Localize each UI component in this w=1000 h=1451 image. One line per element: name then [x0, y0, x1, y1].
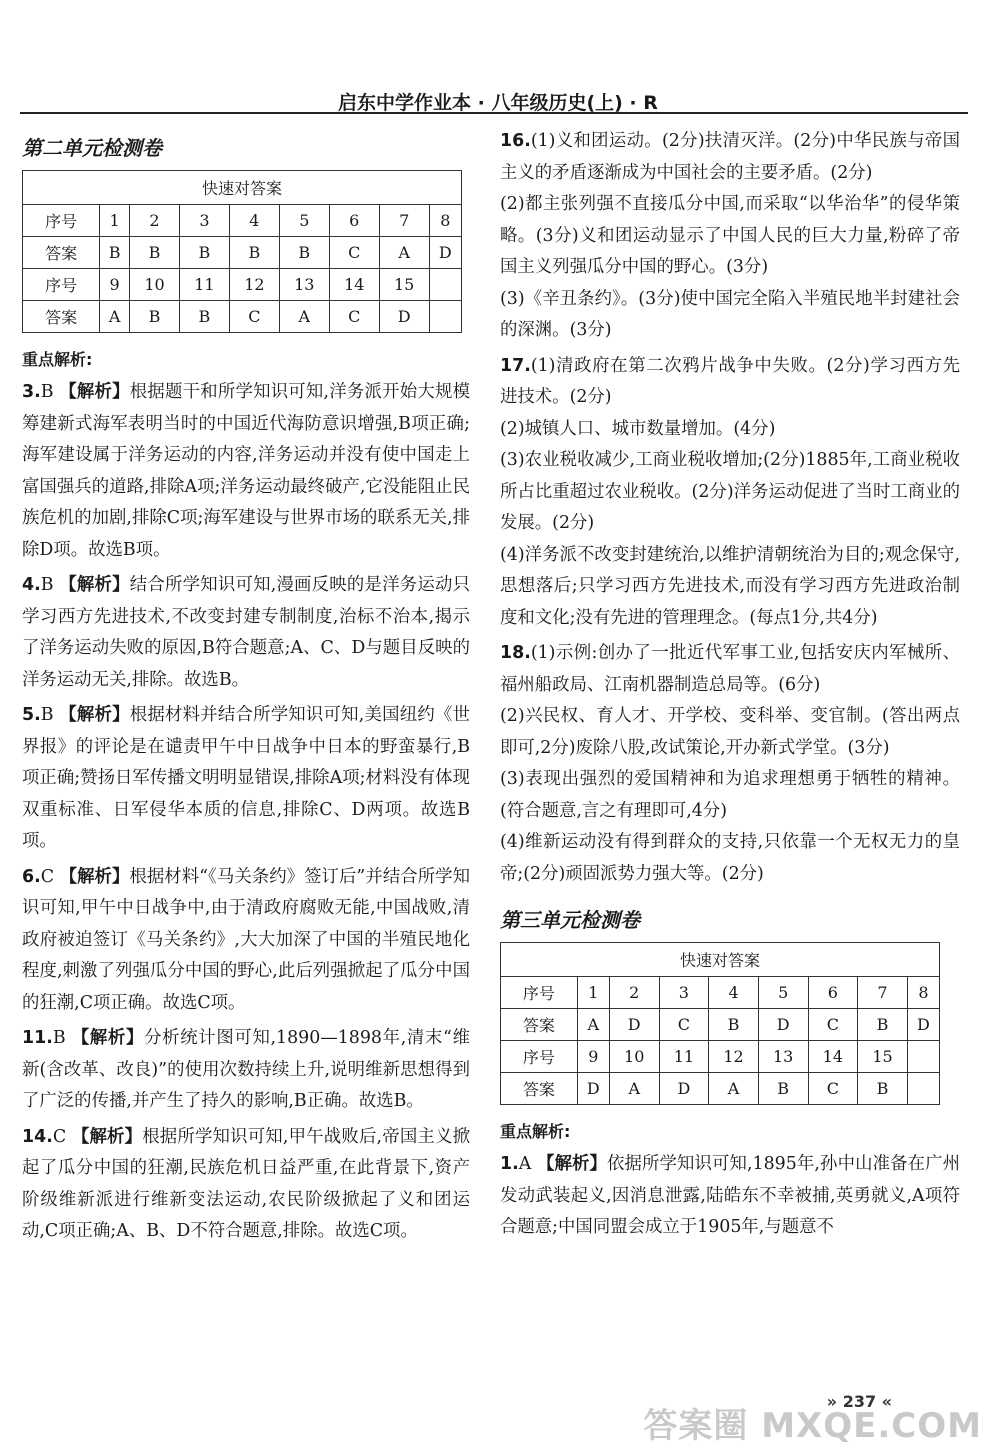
table-row	[23, 205, 462, 237]
table-cell: D	[379, 301, 429, 333]
table-cell: 12	[229, 269, 279, 301]
table-cell: 13	[758, 1041, 808, 1073]
analysis-item	[22, 1023, 470, 1118]
item-paragraph: (4)洋务派不改变封建统治,以维护清朝统治为目的;观念保守,思想落后;只学习西方先进技术,而没有学习西方先进政治制度和文化;没有先进的管理理念。(每点1分,共4分)	[500, 544, 960, 628]
table-cell: B	[179, 237, 229, 269]
item-answer: A	[518, 1154, 532, 1174]
table-cell: D	[907, 1009, 939, 1041]
table-cell: 15	[858, 1041, 908, 1073]
table-cell	[429, 301, 461, 333]
item-number: 6.	[22, 866, 41, 887]
table-cell: 11	[659, 1041, 709, 1073]
table-cell: C	[229, 301, 279, 333]
item-tag: 【解析】	[59, 866, 130, 887]
table-cell: B	[179, 301, 229, 333]
item-answer: B	[40, 575, 54, 595]
table-cell: C	[329, 237, 379, 269]
table-cell: D	[429, 237, 461, 269]
analysis-item	[22, 862, 470, 1020]
table-cell: B	[279, 237, 329, 269]
item-tag: 【解析】	[59, 382, 130, 402]
row-label: 序号	[501, 977, 578, 1009]
table-cell: C	[659, 1009, 709, 1041]
item-text: 根据材料并结合所学知识可知,美国纽约《世界报》的评论是在谴责甲午中日战争中日本的野蛮暴行,B项正确;赞扬日军传播文明明显错误,排除A项;材料没有体现双重标准、日军侵华本质的信息,排除C、D两项。故选B项。	[22, 705, 471, 851]
row-label: 序号	[23, 269, 100, 301]
item-tag: 【解析】	[59, 705, 130, 725]
item-number: 4.	[22, 575, 41, 595]
header-title: 启东中学作业本 · 八年级历史(上) · R	[338, 92, 658, 114]
item-answer: B	[52, 1028, 66, 1048]
page-number: » 237 «	[826, 1392, 892, 1411]
row-label: 答案	[23, 237, 100, 269]
page-number-value: 237	[842, 1392, 877, 1411]
item-paragraph: (3)农业税收减少,工商业税收增加;(2分)1885年,工商业税收所占比重超过农业税收。(2分)洋务运动促进了当时工商业的发展。(2分)	[500, 450, 960, 533]
answer-item	[500, 351, 960, 635]
table-cell	[429, 269, 461, 301]
table-cell: C	[329, 301, 379, 333]
table-cell	[907, 1073, 939, 1105]
item-text: 分析统计图可知,1890—1898年,清末“维新(含改革、改良)”的使用次数持续上升,说明维新思想得到了广泛的传播,并产生了持久的影响,B正确。故选B。	[22, 1028, 470, 1111]
item-number: 1.	[500, 1154, 519, 1174]
table-cell: B	[130, 237, 180, 269]
table-row	[501, 1041, 940, 1073]
item-number: 5.	[22, 705, 41, 725]
table-cell: 8	[429, 205, 461, 237]
table-title: 快速对答案	[501, 943, 940, 977]
key-analysis-title: 重点解析:	[500, 1122, 571, 1141]
table-cell: 7	[858, 977, 908, 1009]
table-cell: 11	[179, 269, 229, 301]
table-cell	[907, 1041, 939, 1073]
item-paragraph: (1)清政府在第二次鸦片战争中失败。(2分)学习西方先进技术。(2分)	[500, 355, 960, 407]
item-answer: C	[52, 1126, 67, 1147]
table-cell: 13	[279, 269, 329, 301]
table-cell: D	[659, 1073, 709, 1105]
item-text: 结合所学知识可知,漫画反映的是洋务运动只学习西方先进技术,不改变封建专制制度,治标不治本,揭示了洋务运动失败的原因,B符合题意;A、C、D与题目反映的洋务运动无关,排除。故选B。	[22, 575, 471, 690]
table-cell: D	[609, 1009, 659, 1041]
table-cell: 12	[709, 1041, 759, 1073]
table-cell: 4	[709, 977, 759, 1009]
unit2-title: 第二单元检测卷	[22, 136, 162, 160]
analysis-item	[22, 700, 470, 858]
watermark: 答案圈 MXQE.COM	[643, 1406, 982, 1446]
answer-item	[500, 126, 960, 347]
table-cell: 6	[808, 977, 858, 1009]
analysis-item	[500, 1149, 960, 1244]
item-text: 根据题干和所学知识可知,洋务派开始大规模筹建新式海军表明当时的中国近代海防意识增强,B项正确;海军建设属于洋务运动的内容,洋务运动并没有使中国走上富国强兵的道路,排除A项;洋务运动最终破产,它没能阻止民族危机的加剧,排除C项;海军建设与世界市场的联系无关,排除D项。故选B项。	[22, 382, 471, 560]
analysis-item	[22, 377, 470, 566]
table-cell: C	[808, 1009, 858, 1041]
table-cell: B	[858, 1009, 908, 1041]
table-cell: B	[229, 237, 279, 269]
table-cell: B	[858, 1073, 908, 1105]
item-paragraph: (3)表现出强烈的爱国精神和为追求理想勇于牺牲的精神。(符合题意,言之有理即可,4分)	[500, 769, 960, 821]
item-paragraph: (2)城镇人口、城市数量增加。(4分)	[500, 418, 776, 439]
item-tag: 【解析】	[71, 1028, 145, 1048]
analysis-item	[22, 1122, 470, 1248]
table-cell: 5	[279, 205, 329, 237]
unit2-answer-table	[22, 170, 462, 333]
item-text: 依据所学知识可知,1895年,孙中山准备在广州发动武装起义,因消息泄露,陆皓东不幸被捕,英勇就义,A项符合题意;中国同盟会成立于1905年,与题意不	[500, 1154, 960, 1237]
table-cell: 14	[329, 269, 379, 301]
item-paragraph: (2)都主张列强不直接瓜分中国,而采取“以华治华”的侵华策略。(3分)义和团运动显示了中国人民的巨大力量,粉碎了帝国主义列强瓜分中国的野心。(3分)	[500, 194, 960, 277]
table-cell: 9	[100, 269, 130, 301]
table-cell: 4	[229, 205, 279, 237]
row-label: 序号	[501, 1041, 578, 1073]
table-cell: A	[577, 1009, 609, 1041]
item-number: 18.	[500, 643, 531, 663]
item-tag: 【解析】	[536, 1154, 607, 1174]
row-label: 答案	[23, 301, 100, 333]
analysis-item	[22, 570, 470, 696]
item-tag: 【解析】	[59, 575, 130, 595]
table-cell: D	[758, 1009, 808, 1041]
item-paragraph: (1)示例:创办了一批近代军事工业,包括安庆内军械所、福州船政局、江南机器制造总局等。(6分)	[500, 643, 960, 695]
table-cell: 1	[577, 977, 609, 1009]
table-cell: 8	[907, 977, 939, 1009]
item-answer: C	[40, 866, 55, 887]
table-cell: B	[758, 1073, 808, 1105]
item-number: 14.	[22, 1126, 53, 1147]
table-cell: 3	[179, 205, 229, 237]
item-paragraph: (3)《辛丑条约》。(3分)使中国完全陷入半殖民地半封建社会的深渊。(3分)	[500, 288, 960, 340]
table-cell: 15	[379, 269, 429, 301]
left-column	[22, 126, 470, 1252]
item-number: 3.	[22, 382, 41, 402]
table-cell: A	[609, 1073, 659, 1105]
table-cell: A	[279, 301, 329, 333]
table-cell: B	[130, 301, 180, 333]
table-cell: 2	[609, 977, 659, 1009]
item-paragraph: (2)兴民权、育人才、开学校、变科举、变官制。(答出两点即可,2分)废除八股,改试策论,开办新式学堂。(3分)	[500, 706, 960, 758]
item-text: 根据材料“《马关条约》签订后”并结合所学知识可知,甲午中日战争中,由于清政府腐败无能,中国战败,清政府被迫签订《马关条约》,大大加深了中国的半殖民地化程度,刺激了列强瓜分中国的野心,此后列强掀起了瓜分中国的狂潮,C项正确。故选C项。	[22, 866, 470, 1013]
item-answer: B	[40, 705, 54, 725]
page-header	[20, 86, 968, 114]
item-text: 根据所学知识可知,甲午战败后,帝国主义掀起了瓜分中国的狂潮,民族危机日益严重,在此背景下,资产阶级维新派进行维新变法运动,农民阶级掀起了义和团运动,C项正确;A、B、D不符合题意,排除。故选C项。	[22, 1126, 470, 1241]
table-row	[501, 1073, 940, 1105]
table-cell: B	[709, 1009, 759, 1041]
table-cell: 6	[329, 205, 379, 237]
table-cell: 2	[130, 205, 180, 237]
table-row	[501, 977, 940, 1009]
table-cell: 5	[758, 977, 808, 1009]
row-label: 答案	[501, 1073, 578, 1105]
table-cell: D	[577, 1073, 609, 1105]
item-paragraph: (4)维新运动没有得到群众的支持,只依靠一个无权无力的皇帝;(2分)顽固派势力强大等。(2分)	[500, 832, 960, 884]
table-cell: 14	[808, 1041, 858, 1073]
table-cell: A	[709, 1073, 759, 1105]
table-cell: C	[808, 1073, 858, 1105]
unit3-title: 第三单元检测卷	[500, 908, 640, 932]
table-cell: B	[100, 237, 130, 269]
table-cell: A	[100, 301, 130, 333]
table-title: 快速对答案	[23, 171, 462, 205]
item-paragraph: (1)义和团运动。(2分)扶清灭洋。(2分)中华民族与帝国主义的矛盾逐渐成为中国社会的主要矛盾。(2分)	[500, 131, 960, 183]
right-column	[500, 126, 960, 1248]
unit3-answer-table	[500, 942, 940, 1105]
table-row	[501, 1009, 940, 1041]
table-cell: 1	[100, 205, 130, 237]
item-tag: 【解析】	[71, 1126, 143, 1147]
table-cell: 10	[130, 269, 180, 301]
table-cell: 7	[379, 205, 429, 237]
item-number: 16.	[500, 131, 531, 151]
table-cell: A	[379, 237, 429, 269]
table-row	[23, 301, 462, 333]
item-number: 11.	[22, 1028, 53, 1048]
row-label: 答案	[501, 1009, 578, 1041]
row-label: 序号	[23, 205, 100, 237]
table-cell: 10	[609, 1041, 659, 1073]
table-cell: 9	[577, 1041, 609, 1073]
table-cell: 3	[659, 977, 709, 1009]
item-number: 17.	[500, 355, 531, 376]
table-row	[23, 269, 462, 301]
key-analysis-title: 重点解析:	[22, 350, 93, 369]
answer-item	[500, 638, 960, 890]
table-row	[23, 237, 462, 269]
item-answer: B	[40, 382, 54, 402]
